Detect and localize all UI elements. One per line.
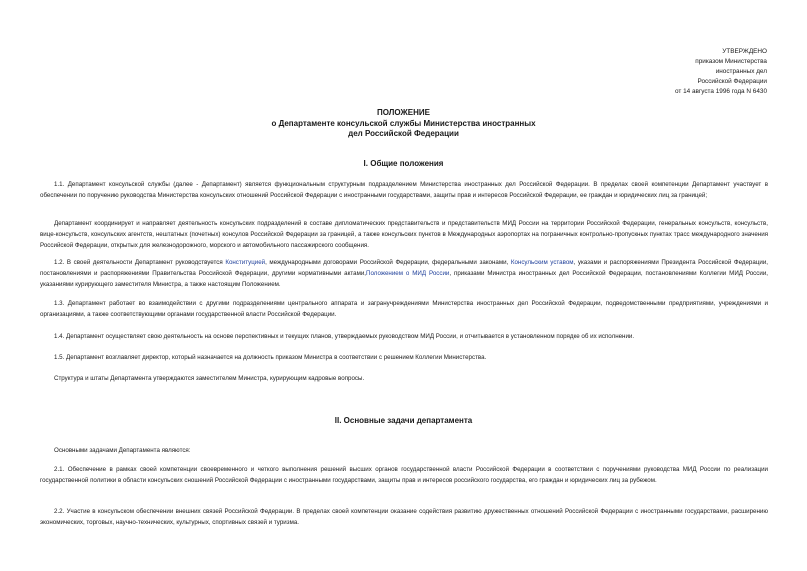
mfa-regulation-link[interactable]: Положением о МИД России [366, 269, 450, 277]
consular-charter-link[interactable]: Консульским уставом [510, 259, 574, 266]
paragraph-2-2: 2.2. Участие в консульском обеспечении внешних связей Российской Федерации. В пределах своей компетенции оказание содействия развитию дружественных отношений Российской Федерации с иностранными государствами, расширению экономических, торговых, научно-технических, культурных, спортивных связей и туризма. [40, 508, 768, 526]
approval-line: приказом Министерства [695, 58, 767, 65]
paragraph-text: , международными договорами Российской Федерации, федеральными законами, [265, 259, 511, 266]
title-line: дел Российской Федерации [348, 129, 459, 138]
paragraph-1-4: 1.4. Департамент осуществляет свою деятельность на основе перспективных и текущих планов, утверждаемых руководством МИД России, и отчитывается в установленном порядке об их исполнении. [54, 333, 635, 340]
paragraph-structure: Структура и штаты Департамента утверждаются заместителем Министра, курирующим кадровые вопросы. [54, 375, 365, 382]
title-line: ПОЛОЖЕНИЕ [377, 108, 430, 117]
paragraph-2-1: 2.1. Обеспечение в рамках своей компетенции своевременного и четкого выполнения решений высших органов государственной власти Российской Федерации в соответствии с поручениями руководства МИД России по реализации государственной политики в области консульских сношений Российской Федерации с иностранными государствами, защиты прав и интересов российского государства, его граждан и юридических лиц за рубежом. [40, 466, 768, 484]
constitution-link[interactable]: Конституцией [225, 259, 266, 266]
paragraph-text: , указами и распоряжениями Президента Российской Федерации, постановлениями и распоряжениями Правительства Российской Федерации, другими нормативными актами, [40, 259, 768, 277]
approval-stamp [547, 47, 767, 97]
paragraph-1-1: 1.1. Департамент консульской службы (далее - Департамент) является функциональным структурным подразделением Министерства иностранных дел Российской Федерации. В пределах своей компетенции Департамент участвует в обеспечении по поручению руководства Министерства консульских отношений Российской Федерации с иностранными государствами, защиты прав и интересов Российской Федерации, ее граждан и юридических лиц за границей; [40, 181, 768, 199]
section-heading-general: I. Общие положения [363, 159, 444, 168]
approval-line: УТВЕРЖДЕНО [722, 48, 767, 55]
approval-line: Российской Федерации [697, 78, 767, 85]
paragraph-tasks-intro: Основными задачами Департамента являются: [54, 447, 191, 454]
paragraph-1-5: 1.5. Департамент возглавляет директор, который назначается на должность приказом Министра в соответствии с решением Коллегии Министерства. [54, 354, 487, 361]
paragraph-coordination: Департамент координирует и направляет деятельность консульских подразделений в составе дипломатических представительств и представительств МИД России на территории Российской Федерации, генеральных консульств, консульств, вице-консульств, консульских агентств, нештатных (почетных) консулов Российской Федерации за границей, а также консульских пунктов в Международных аэропортах на пограничных контрольно-пропускных пунктах трасс международного значения Российской Федерации, открытых для железнодорожного, морского и автомобильного пассажирского сообщения. [40, 220, 768, 249]
section-heading-tasks: II. Основные задачи департамента [334, 416, 473, 425]
paragraph-text: 1.2. В своей деятельности Департамент руководствуется [54, 259, 226, 266]
paragraph-1-2 [40, 258, 768, 291]
title-line: о Департаменте консульской службы Министерства иностранных [271, 118, 536, 128]
approval-line: иностранных дел [715, 68, 767, 75]
approval-date-line: от 14 августа 1996 года N 6430 [674, 88, 767, 95]
paragraph-text: , приказами Министра иностранных дел Российской Федерации, постановлениями Коллегии МИД России, указаниями курирующего заместителя Министра, а также настоящим Положением. [40, 269, 768, 288]
paragraph-1-3: 1.3. Департамент работает во взаимодействии с другими подразделениями центрального аппарата и загранучреждениями Министерства иностранных дел Российской Федерации, подведомственными предприятиями, учреждениями и организациями, а также соответствующими органами государственной власти Российской Федерации. [40, 300, 768, 318]
document-title [0, 108, 807, 140]
